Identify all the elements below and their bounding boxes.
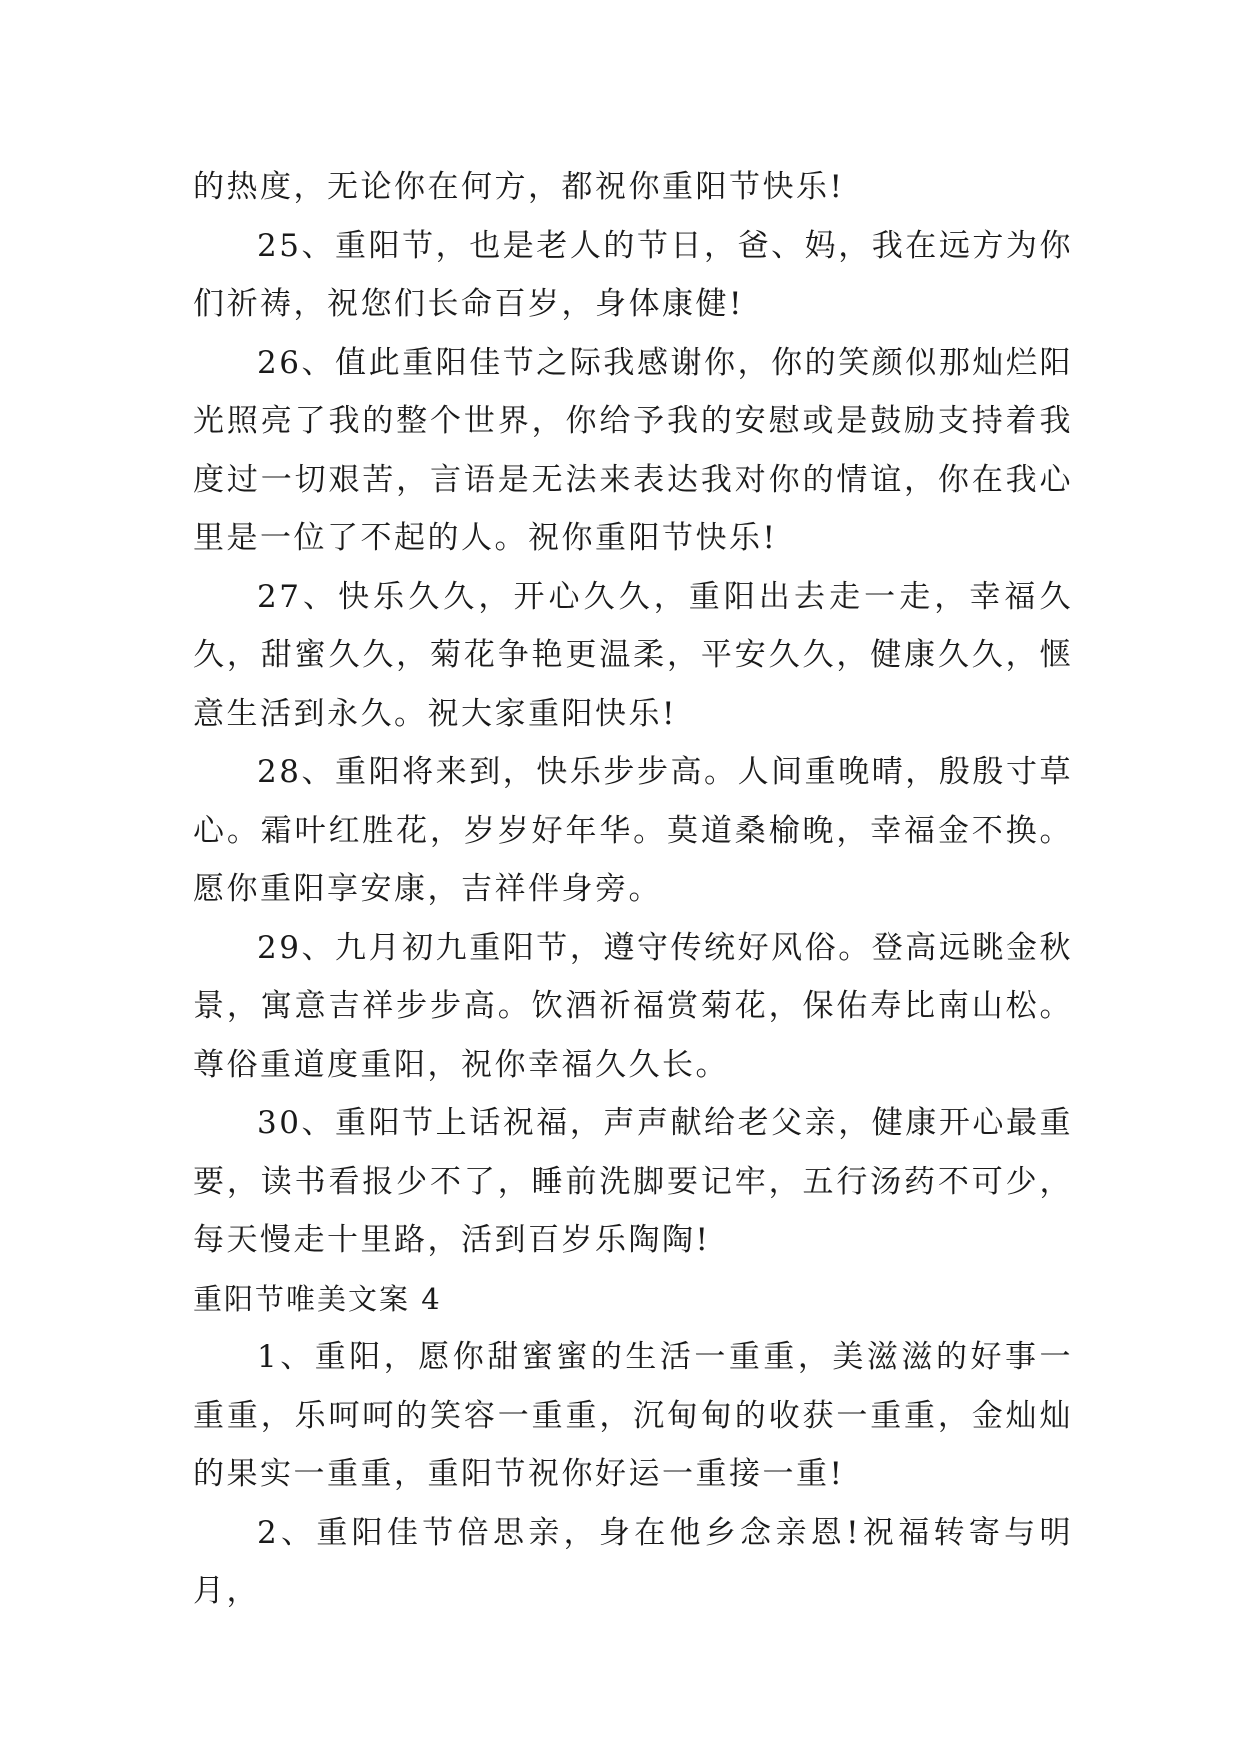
wish-item-27: 27、快乐久久，开心久久，重阳出去走一走，幸福久久，甜蜜久久，菊花争艳更温柔，平安久久，健康久久，惬意生活到永久。祝大家重阳快乐!	[193, 578, 1073, 732]
wish-item-25: 25、重阳节，也是老人的节日，爸、妈，我在远方为你们祈祷，祝您们长命百岁，身体康健!	[193, 227, 1073, 322]
document-body	[193, 158, 1073, 1621]
continuation-paragraph: 的热度，无论你在何方，都祝你重阳节快乐!	[193, 169, 845, 205]
wish-item-26: 26、值此重阳佳节之际我感谢你，你的笑颜似那灿烂阳光照亮了我的整个世界，你给予我的安慰或是鼓励支持着我度过一切艰苦，言语是无法来表达我对你的情谊，你在我心里是一位了不起的人。祝你重阳节快乐!	[193, 344, 1073, 556]
section-heading: 重阳节唯美文案 4	[193, 1281, 442, 1316]
wish-item-28: 28、重阳将来到，快乐步步高。人间重晚晴，殷殷寸草心。霜叶红胜花，岁岁好年华。莫道桑榆晚，幸福金不换。愿你重阳享安康，吉祥伴身旁。	[193, 754, 1073, 907]
wish-item-1: 1、重阳，愿你甜蜜蜜的生活一重重，美滋滋的好事一重重，乐呵呵的笑容一重重，沉甸甸的收获一重重，金灿灿的果实一重重，重阳节祝你好运一重接一重!	[193, 1339, 1073, 1492]
wish-item-30: 30、重阳节上话祝福，声声献给老父亲，健康开心最重要，读书看报少不了，睡前洗脚要记牢，五行汤药不可少，每天慢走十里路，活到百岁乐陶陶!	[193, 1105, 1073, 1258]
wish-item-2: 2、重阳佳节倍思亲，身在他乡念亲恩!祝福转寄与明月，	[193, 1514, 1073, 1609]
wish-item-29: 29、九月初九重阳节，遵守传统好风俗。登高远眺金秋景，寓意吉祥步步高。饮酒祈福赏菊花，保佑寿比南山松。尊俗重道度重阳，祝你幸福久久长。	[193, 929, 1073, 1083]
